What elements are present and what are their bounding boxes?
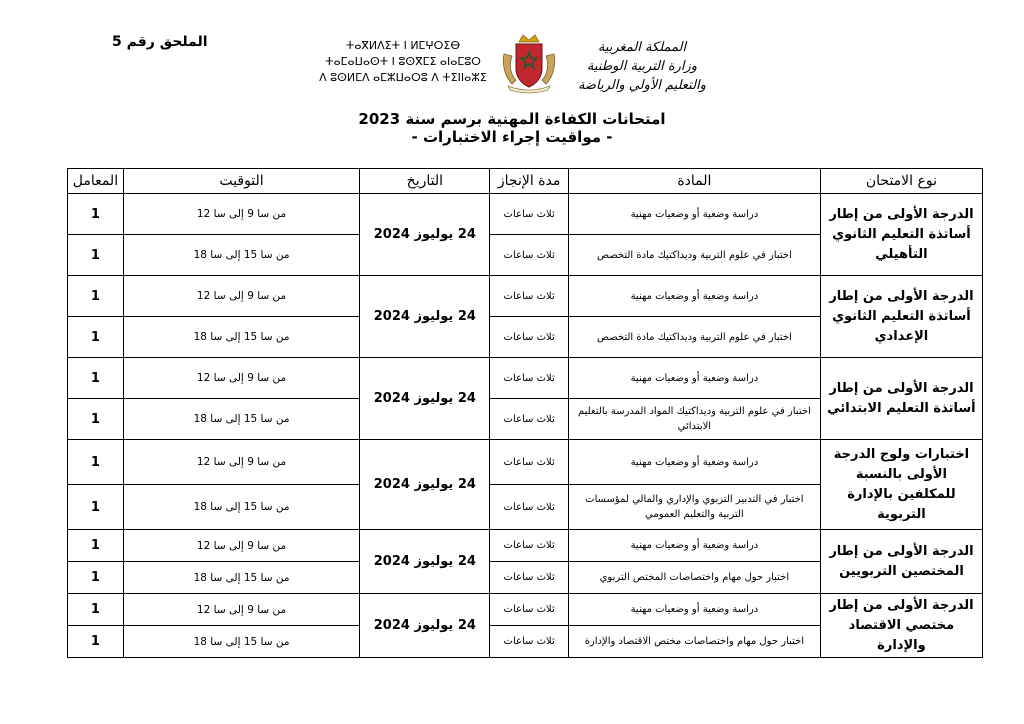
- subject-cell: دراسة وضعية أو وضعيات مهنية: [568, 594, 820, 626]
- time-cell: من سا 15 إلى سا 18: [123, 562, 359, 594]
- exam-type-cell: الدرجة الأولى من إطار المختصين التربويين: [820, 530, 982, 594]
- subject-cell: دراسة وضعية أو وضعيات مهنية: [568, 440, 820, 485]
- header-row: [68, 169, 983, 194]
- schedule-table: [67, 168, 983, 658]
- date-cell: 24 يوليوز 2024: [360, 594, 490, 658]
- col-header-subject: المادة: [568, 169, 820, 194]
- subject-cell: دراسة وضعية أو وضعيات مهنية: [568, 194, 820, 235]
- subject-cell: اختبار في التدبير التربوي والإداري والمالي لمؤسسات التربية والتعليم العمومي: [568, 485, 820, 530]
- document-title: امتحانات الكفاءة المهنية برسم سنة 2023: [358, 110, 666, 128]
- date-cell: 24 يوليوز 2024: [360, 440, 490, 530]
- duration-cell: ثلاث ساعات: [490, 317, 568, 358]
- duration-cell: ثلاث ساعات: [490, 276, 568, 317]
- table-row: [68, 194, 983, 235]
- duration-cell: ثلاث ساعات: [490, 235, 568, 276]
- time-cell: من سا 9 إلى سا 12: [123, 440, 359, 485]
- right-lion: [542, 54, 555, 84]
- col-header-time: التوقيت: [123, 169, 359, 194]
- subject-cell: اختبار في علوم التربية وديداكتيك مادة التخصص: [568, 235, 820, 276]
- duration-cell: ثلاث ساعات: [490, 562, 568, 594]
- date-cell: 24 يوليوز 2024: [360, 276, 490, 358]
- tifinagh-line: ⴷ ⵓⵙⵍⵎⴷ ⴰⵎⵣⵡⴰⵔⵓ ⴷ ⵜⵉⵏⵏⴰⵣⵉ: [319, 71, 487, 84]
- coef-cell: 1: [68, 530, 124, 562]
- table-row: [68, 358, 983, 399]
- ministry-name-arabic: [568, 38, 716, 95]
- subject-cell: دراسة وضعية أو وضعيات مهنية: [568, 530, 820, 562]
- table-row: [68, 276, 983, 317]
- duration-cell: ثلاث ساعات: [490, 194, 568, 235]
- ministry-line: والتعليم الأولي والرياضة: [578, 78, 706, 93]
- col-header-date: التاريخ: [360, 169, 490, 194]
- coef-cell: 1: [68, 399, 124, 440]
- coef-cell: 1: [68, 194, 124, 235]
- date-cell: 24 يوليوز 2024: [360, 358, 490, 440]
- coef-cell: 1: [68, 594, 124, 626]
- col-header-coef: المعامل: [68, 169, 124, 194]
- tifinagh-line: ⵜⴰⴳⵍⴷⵉⵜ ⵏ ⵍⵎⵖⵔⵉⴱ: [345, 39, 461, 52]
- coef-cell: 1: [68, 626, 124, 658]
- coat-of-arms-emblem: [500, 32, 558, 94]
- time-cell: من سا 15 إلى سا 18: [123, 399, 359, 440]
- duration-cell: ثلاث ساعات: [490, 485, 568, 530]
- coef-cell: 1: [68, 358, 124, 399]
- exam-type-cell: الدرجة الأولى من إطار أساتذة التعليم الابتدائي: [820, 358, 982, 440]
- ministry-line: وزارة التربية الوطنية: [586, 59, 698, 74]
- exam-type-cell: الدرجة الأولى من إطار مختصي الاقتصاد والإدارة: [820, 594, 982, 658]
- exam-type-cell: اختبارات ولوج الدرجة الأولى بالنسبة للمكلفين بالإدارة التربوية: [820, 440, 982, 530]
- table-row: [68, 530, 983, 562]
- table-row: [68, 440, 983, 485]
- exam-type-cell: الدرجة الأولى من إطار أساتذة التعليم الثانوي التأهيلي: [820, 194, 982, 276]
- duration-cell: ثلاث ساعات: [490, 594, 568, 626]
- time-cell: من سا 15 إلى سا 18: [123, 485, 359, 530]
- subject-cell: دراسة وضعية أو وضعيات مهنية: [568, 358, 820, 399]
- subject-cell: دراسة وضعية أو وضعيات مهنية: [568, 276, 820, 317]
- left-lion: [503, 54, 516, 84]
- annex-label: الملحق رقم 5: [112, 34, 208, 50]
- coef-cell: 1: [68, 235, 124, 276]
- document-subtitle: - مواقيت إجراء الاختبارات -: [411, 128, 613, 146]
- exam-type-cell: الدرجة الأولى من إطار أساتذة التعليم الثانوي الإعدادي: [820, 276, 982, 358]
- col-header-duration: مدة الإنجاز: [490, 169, 568, 194]
- time-cell: من سا 9 إلى سا 12: [123, 358, 359, 399]
- subject-cell: اختبار في علوم التربية وديداكتيك المواد المدرسة بالتعليم الابتدائي: [568, 399, 820, 440]
- time-cell: من سا 15 إلى سا 18: [123, 235, 359, 276]
- time-cell: من سا 9 إلى سا 12: [123, 194, 359, 235]
- time-cell: من سا 15 إلى سا 18: [123, 317, 359, 358]
- crown-shape: [519, 35, 539, 42]
- coef-cell: 1: [68, 440, 124, 485]
- subject-cell: اختبار في علوم التربية وديداكتيك مادة التخصص: [568, 317, 820, 358]
- time-cell: من سا 15 إلى سا 18: [123, 626, 359, 658]
- col-header-exam-type: نوع الامتحان: [820, 169, 982, 194]
- time-cell: من سا 9 إلى سا 12: [123, 530, 359, 562]
- duration-cell: ثلاث ساعات: [490, 440, 568, 485]
- date-cell: 24 يوليوز 2024: [360, 194, 490, 276]
- duration-cell: ثلاث ساعات: [490, 358, 568, 399]
- subject-cell: اختبار حول مهام واختصاصات المختص التربوي: [568, 562, 820, 594]
- coef-cell: 1: [68, 485, 124, 530]
- coef-cell: 1: [68, 317, 124, 358]
- subject-cell: اختبار حول مهام واختصاصات مختص الاقتصاد والإدارة: [568, 626, 820, 658]
- time-cell: من سا 9 إلى سا 12: [123, 594, 359, 626]
- ministry-name-tifinagh: [318, 38, 488, 86]
- duration-cell: ثلاث ساعات: [490, 530, 568, 562]
- table-row: [68, 594, 983, 626]
- ministry-line: المملكة المغربية: [597, 40, 687, 55]
- date-cell: 24 يوليوز 2024: [360, 530, 490, 594]
- time-cell: من سا 9 إلى سا 12: [123, 276, 359, 317]
- coef-cell: 1: [68, 276, 124, 317]
- tifinagh-line: ⵜⴰⵎⴰⵡⴰⵙⵜ ⵏ ⵓⵙⴳⵎⵉ ⴰⵏⴰⵎⵓⵔ: [325, 55, 481, 68]
- duration-cell: ثلاث ساعات: [490, 626, 568, 658]
- duration-cell: ثلاث ساعات: [490, 399, 568, 440]
- coef-cell: 1: [68, 562, 124, 594]
